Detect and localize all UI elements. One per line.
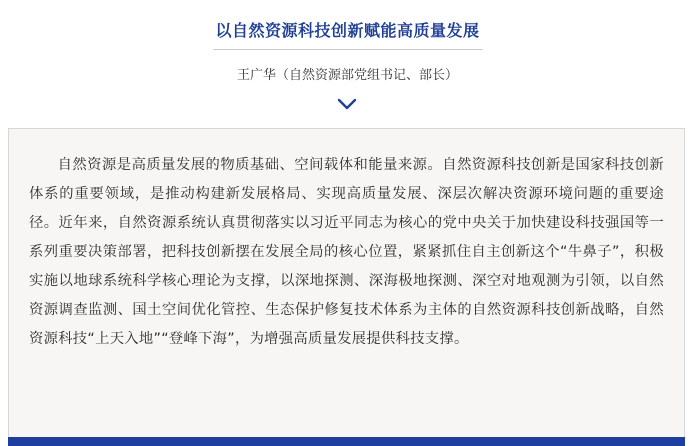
title-divider	[213, 49, 483, 50]
article-title: 以自然资源科技创新赋能高质量发展	[215, 21, 480, 40]
author-line: 王广华（自然资源部党组书记、部长）	[236, 68, 458, 83]
accent-bar	[8, 437, 685, 446]
article-paragraph: 自然资源是高质量发展的物质基础、空间载体和能量来源。自然资源科技创新是国家科技创新体系的重要领域，是推动构建新发展格局、实现高质量发展、深层次解决资源环境问题的重要途径。近年来，自然资源系统认真贯彻落实以习近平同志为核心的党中央关于加快建设科技强国等一系列重要决策部署，把科技创新摆在发展全局的核心位置，紧紧抓住自主创新这个“牛鼻子”，积极实施以地球系统科学核心理论为支撑，以深地探测、深海极地探测、深空对地观测为引领，以自然资源调查监测、国土空间优化管控、生态保护修复技术体系为主体的自然资源科技创新战略，自然资源科技“上天入地”“登峰下海”，为增强高质量发展提供科技支撑。	[29, 157, 664, 347]
article-body-box	[8, 128, 685, 438]
chevron-down-icon[interactable]	[337, 97, 357, 111]
